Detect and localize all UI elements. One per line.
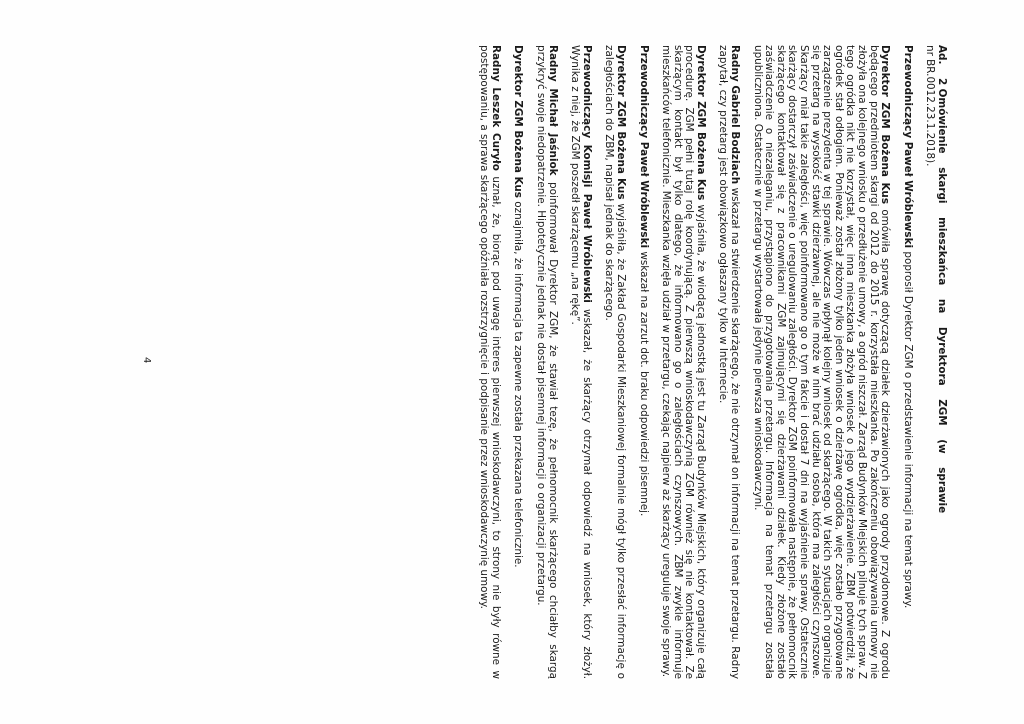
paragraph-text: poinformował Dyrektor ZGM, że stawiał tezę, że pełnomocnik skarżącego chciałby skargą przykryć swoje niedopatrzenie. Hipotetycznie jednak nie dostał pisemnej informacji o organizacji przetargu. [534,45,559,679]
document-page [127,45,947,679]
paragraph-text: wyjaśniła, że Zakład Gospodarki Mieszkaniowej formalnie mógł tylko przesłać informację o zaległościach do ZBM, napisał jednak do skarżącego. [603,45,627,680]
paragraph-text: wyjaśniła, że wiodącą jednostką jest tu Zarząd Budynków Miejskich, który organizuje całą procedurę. ZGM pełni tutaj rolę koordynującą. Z pierwszą wnioskodawczynią ZGM również się nie kontaktował. Ze skarżącym kontakt był tylko dlatego, że informowano go o zaległościach czynszowych. ZBM zwykle informuje mieszkańców telefonicznie. Mieszkanka wzięła udział w przetargu, czekając najpierw aż skarżący ureguluje swoje sprawy. [660,45,707,679]
minutes-paragraph [751,45,890,679]
minutes-paragraph [717,45,740,679]
speaker-name: Dyrektor ZGM Bożena Kus [614,45,627,200]
minutes-paragraph [660,45,706,679]
paragraph-text: wskazał na stwierdzenie skarżącego, że nie otrzymał on informacji na temat przetargu. Radny zapytał, czy przetarg jest obowiązkowo ogłaszany tylko w Internecie. [717,45,742,679]
minutes-paragraph [534,45,557,679]
paragraph-text: wskazał, że skarżący otrzymał odpowiedź na wniosek, który złożył. Wynika z niej, że ZGM poszedł skarżącemu „na rękę”. [569,45,593,680]
minutes-paragraph [569,45,592,679]
speaker-name: Dyrektor ZGM Bożena Kus [694,45,707,201]
speaker-name: Radny Gabriel Bodziach [729,45,742,185]
paragraph-text: omówiła sprawę dotyczącą działek dzierżawionych jako ogrody przydomowe. Z ogrodu będącego przedmiotem skargi od 2012 do 2015 r. korzystała mieszkanka. Po zakończeniu obowiązywania umowy nie złożyła ona kolejnego wniosku o przedłużenie umowy, a ogród niszczał. Zarząd Budynków Miejskich pilnuje tych spraw. Z tego ogródka nikt nie korzystał, więc inna mieszkanka złożyła wniosek o jego wydzierżawienie. ZBM potwierdził, że ogródek stał odłogiem. Ponieważ został złożony tylko jeden wniosek o dzierżawę ogródka, więc zostało przygotowane zarządzenie prezydenta w tej sprawie. Wówczas wpłynął kolejny wniosek od skarżącego. W takich sytuacjach organizuje się przetarg na wysokość stawki dzierżawnej, ale nie może w nim brać udziału osoba, która ma zaległości czynszowe. Skarżący miał takie zaległości, więc poinformowano go o tym fakcie i dostał 7 dni na wyjaśnienie sprawy. Ostatecznie skarżący dostarczył zaświadczenie o uregulowaniu zaległości. Dyrektor ZGM poinformowała następnie, że pełnomocnik skarżącego kontaktował się z pracownikami ZGM zajmującymi się dzierżawami działek. Kiedy złożone zostało zaświadczenie o niezaleganiu, przystąpiono do przygotowania przetargu. Informacja na temat przetargu została upubliczniona. Ostatecznie w przetargu wystartowała jedynie pierwsza wnioskodawczyni. [751,45,892,679]
paragraph-text: wskazał na zarzut dot. braku odpowiedzi pisemnej. [637,248,650,517]
agenda-item-number: Ad. 2 [936,45,948,86]
agenda-item-heading [924,45,947,679]
speaker-name: Przewodniczący Paweł Wróblewski [637,45,650,249]
agenda-item-title: Omówienie skargi mieszkańca na Dyrektora ZGM (w sprawie [936,88,948,514]
speaker-name: Przewodniczący Paweł Wróblewski [901,45,914,249]
paragraph-text: oznajmiła, że informacja ta zapewne została przekazana telefonicznie. [512,197,525,568]
speaker-name: Dyrektor ZGM Bożena Kus [879,45,892,205]
minutes-paragraph [901,45,913,679]
minutes-paragraph [478,45,501,679]
minutes-paragraph [603,45,626,679]
speaker-name: Przewodniczący Komisji Paweł Wróblewski [580,45,593,303]
speaker-name: Radny Michał Jaśniok [546,45,559,176]
page-number: 4 [141,357,152,364]
minutes-body [478,45,913,679]
paragraph-text: uznał, że, biorąc pod uwagę interes pierwszej wnioskodawczyni, to strony nie były równe w postępowaniu, a sprawa skarżącego opóźniała rozstrzygnięcie i podpisanie przez wnioskodawczynię umowy. [478,45,502,679]
agenda-item-reference: nr BR.0012.23.1.2018). [924,45,937,167]
paragraph-text: poprosił Dyrektor ZGM o przedstawienie informacji na temat sprawy. [901,248,914,609]
speaker-name: Radny Leszek Curyło [489,45,502,171]
speaker-name: Dyrektor ZGM Bożena Kus [512,45,525,198]
minutes-paragraph [637,45,649,679]
minutes-paragraph [512,45,524,679]
